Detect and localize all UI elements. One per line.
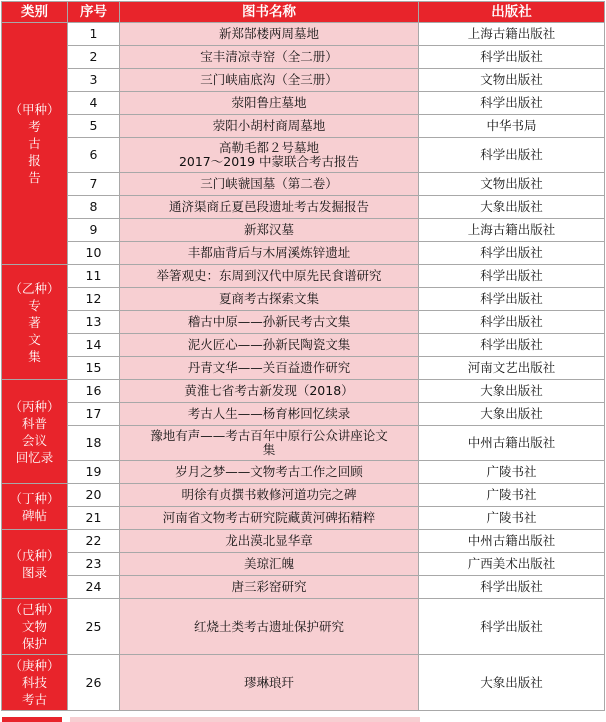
book-title-line: 集	[262, 442, 276, 457]
table-row	[2, 46, 605, 69]
publisher: 科学出版社	[419, 311, 605, 334]
book-title-line: 黄淮七省考古新发现（2018）	[184, 383, 354, 398]
row-number: 25	[68, 599, 120, 655]
category-line: 图录	[21, 565, 47, 580]
header-category: 类别	[2, 2, 68, 23]
category-line: 会议	[21, 432, 47, 448]
table-row	[2, 265, 605, 288]
row-number: 23	[68, 553, 120, 576]
category-line: （庚种）	[9, 658, 60, 673]
publisher: 上海古籍出版社	[419, 23, 605, 46]
row-number: 24	[68, 576, 120, 599]
category-cell	[2, 380, 68, 484]
book-title	[120, 23, 419, 46]
publisher: 中华书局	[419, 115, 605, 138]
table-row	[2, 242, 605, 265]
book-title	[120, 530, 419, 553]
category-line: 古	[28, 136, 41, 151]
category-line: 考古	[21, 692, 47, 707]
table-row	[2, 357, 605, 380]
book-title-line: 夏商考古探索文集	[218, 291, 319, 306]
table-row	[2, 599, 605, 655]
publisher: 上海古籍出版社	[419, 219, 605, 242]
book-title	[120, 461, 419, 484]
book-title	[120, 196, 419, 219]
category-line: （戊种）	[9, 548, 60, 563]
book-title	[120, 507, 419, 530]
category-line: （乙种）	[9, 280, 60, 296]
row-number: 22	[68, 530, 120, 553]
bottom-strip-red	[2, 717, 62, 722]
row-number: 14	[68, 334, 120, 357]
book-title-line: 龙出漠北显华章	[225, 533, 313, 548]
table-row	[2, 311, 605, 334]
category-cell	[2, 599, 68, 655]
publisher: 大象出版社	[419, 655, 605, 711]
book-title	[120, 403, 419, 426]
row-number: 8	[68, 196, 120, 219]
publisher: 大象出版社	[419, 380, 605, 403]
category-line: 回忆录	[15, 449, 54, 465]
publisher: 河南文艺出版社	[419, 357, 605, 380]
row-number: 7	[68, 173, 120, 196]
row-number: 10	[68, 242, 120, 265]
book-title-line: 美琼汇魄	[243, 556, 294, 571]
publisher: 广西美术出版社	[419, 553, 605, 576]
row-number: 16	[68, 380, 120, 403]
row-number: 1	[68, 23, 120, 46]
category-line: 碑帖	[21, 507, 47, 523]
row-number: 2	[68, 46, 120, 69]
publisher: 科学出版社	[419, 92, 605, 115]
table-row	[2, 219, 605, 242]
book-title	[120, 138, 419, 173]
bottom-strip-pink	[70, 717, 420, 722]
table-row	[2, 23, 605, 46]
row-number: 15	[68, 357, 120, 380]
category-line: 著	[28, 314, 41, 330]
book-title	[120, 242, 419, 265]
category-cell	[2, 655, 68, 711]
category-cell	[2, 265, 68, 380]
category-cell	[2, 530, 68, 599]
book-title-line: 2017～2019 中蒙联合考古报告	[178, 154, 360, 169]
book-title	[120, 599, 419, 655]
table-row	[2, 196, 605, 219]
book-title-line: 宝丰清凉寺窑（全二册）	[200, 49, 338, 64]
book-title-line: 红烧土类考古遗址保护研究	[193, 618, 344, 634]
book-title	[120, 426, 419, 461]
book-title-line: 丹青文华——关百益遗作研究	[187, 360, 351, 375]
publisher: 广陵书社	[419, 507, 605, 530]
table-row	[2, 484, 605, 507]
row-number: 3	[68, 69, 120, 92]
header-publisher: 出版社	[419, 2, 605, 23]
row-number: 12	[68, 288, 120, 311]
book-title-line: 泥火匠心——孙新民陶瓷文集	[187, 337, 351, 352]
table-header	[2, 2, 605, 23]
category-line: 科技	[21, 675, 47, 690]
table-row	[2, 576, 605, 599]
row-number: 5	[68, 115, 120, 138]
book-title	[120, 92, 419, 115]
table-row	[2, 138, 605, 173]
book-title-line: 举箸观史：东周到汉代中原先民食谱研究	[156, 268, 382, 283]
table-row	[2, 380, 605, 403]
row-number: 9	[68, 219, 120, 242]
book-title-line: 河南省文物考古研究院藏黄河碑拓精粹	[162, 510, 376, 525]
row-number: 13	[68, 311, 120, 334]
book-title-line: 新郑汉墓	[243, 222, 294, 237]
book-title-line: 丰都庙背后与木屑溪炼锌遗址	[187, 245, 351, 260]
book-title-line: 三门峡虢国墓（第二卷）	[200, 176, 338, 191]
bottom-strip	[0, 717, 606, 722]
book-title	[120, 553, 419, 576]
book-title	[120, 380, 419, 403]
publisher: 中州古籍出版社	[419, 426, 605, 461]
book-title	[120, 46, 419, 69]
book-title-line: 荥阳鲁庄墓地	[231, 95, 307, 110]
header-number: 序号	[68, 2, 120, 23]
publisher: 科学出版社	[419, 334, 605, 357]
publisher: 科学出版社	[419, 576, 605, 599]
publisher: 科学出版社	[419, 138, 605, 173]
table-row	[2, 69, 605, 92]
table-body	[2, 23, 605, 711]
row-number: 11	[68, 265, 120, 288]
publisher: 科学出版社	[419, 599, 605, 655]
table-row	[2, 461, 605, 484]
table-row	[2, 334, 605, 357]
category-cell	[2, 484, 68, 530]
book-title	[120, 357, 419, 380]
book-title-line: 通济渠商丘夏邑段遗址考古发掘报告	[168, 199, 369, 214]
table-row	[2, 403, 605, 426]
book-title	[120, 219, 419, 242]
book-list-table	[1, 1, 605, 711]
row-number: 17	[68, 403, 120, 426]
book-title	[120, 173, 419, 196]
table-row	[2, 426, 605, 461]
table-row	[2, 530, 605, 553]
category-line: 考	[28, 119, 41, 134]
book-title-line: 唐三彩窑研究	[231, 579, 307, 594]
book-title-line: 明徐有贞撰书敕修河道功完之碑	[181, 487, 357, 502]
book-title-line: 高勒毛都２号墓地	[218, 140, 319, 155]
category-line: 专	[28, 297, 41, 313]
book-title	[120, 288, 419, 311]
book-title-line: 三门峡庙底沟（全三册）	[200, 72, 338, 87]
publisher: 广陵书社	[419, 484, 605, 507]
book-title-line: 新郑郜楼两周墓地	[218, 26, 319, 41]
book-title	[120, 265, 419, 288]
book-title	[120, 69, 419, 92]
table-row	[2, 115, 605, 138]
category-line: （己种）	[9, 602, 60, 617]
table-row	[2, 655, 605, 711]
table-row	[2, 553, 605, 576]
header-title: 图书名称	[120, 2, 419, 23]
book-title	[120, 655, 419, 711]
category-line: （丙种）	[9, 398, 60, 414]
row-number: 26	[68, 655, 120, 711]
row-number: 21	[68, 507, 120, 530]
row-number: 4	[68, 92, 120, 115]
book-title-line: 豫地有声——考古百年中原行公众讲座论文	[150, 428, 388, 443]
publisher: 科学出版社	[419, 288, 605, 311]
table-row	[2, 92, 605, 115]
book-title-line: 璆琳琅玕	[243, 674, 294, 690]
book-title	[120, 334, 419, 357]
category-line: 报	[28, 153, 41, 168]
publisher: 文物出版社	[419, 173, 605, 196]
book-title-line: 考古人生——杨育彬回忆续录	[187, 406, 351, 421]
book-title	[120, 576, 419, 599]
category-line: 集	[28, 348, 41, 364]
publisher: 大象出版社	[419, 196, 605, 219]
category-line: 文	[28, 331, 41, 347]
table-row	[2, 507, 605, 530]
category-cell	[2, 23, 68, 265]
row-number: 19	[68, 461, 120, 484]
book-title-line: 岁月之梦——文物考古工作之回顾	[175, 464, 363, 479]
category-line: 科普	[21, 415, 47, 431]
category-line: 告	[28, 170, 41, 185]
publisher: 大象出版社	[419, 403, 605, 426]
row-number: 6	[68, 138, 120, 173]
publisher: 广陵书社	[419, 461, 605, 484]
table-row	[2, 173, 605, 196]
category-line: （丁种）	[9, 490, 60, 506]
book-title	[120, 115, 419, 138]
row-number: 18	[68, 426, 120, 461]
row-number: 20	[68, 484, 120, 507]
category-line: 文物	[21, 619, 47, 634]
publisher: 科学出版社	[419, 265, 605, 288]
table-row	[2, 288, 605, 311]
publisher: 科学出版社	[419, 242, 605, 265]
book-title-line: 荥阳小胡村商周墓地	[212, 118, 326, 133]
category-line: （甲种）	[9, 102, 60, 117]
publisher: 科学出版社	[419, 46, 605, 69]
category-line: 保护	[21, 636, 47, 651]
publisher: 中州古籍出版社	[419, 530, 605, 553]
book-title	[120, 484, 419, 507]
publisher: 文物出版社	[419, 69, 605, 92]
book-title	[120, 311, 419, 334]
book-title-line: 稽古中原——孙新民考古文集	[187, 314, 351, 329]
